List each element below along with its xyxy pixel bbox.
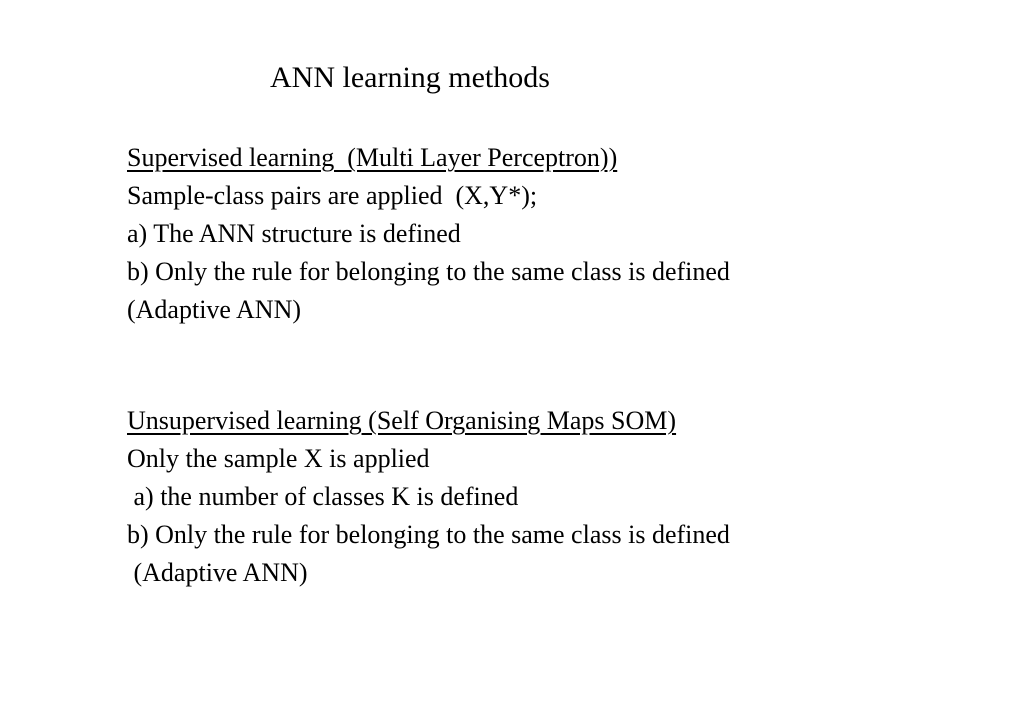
supervised-learning-section	[127, 139, 730, 329]
supervised-learning-heading: Supervised learning (Multi Layer Perceptron))	[127, 143, 618, 172]
unsupervised-line-1: Only the sample X is applied	[127, 444, 430, 473]
supervised-line-2: a) The ANN structure is defined	[127, 219, 461, 248]
unsupervised-line-3: b) Only the rule for belonging to the same class is defined	[127, 520, 730, 549]
supervised-line-3: b) Only the rule for belonging to the same class is defined	[127, 257, 730, 286]
unsupervised-learning-section	[127, 402, 730, 592]
unsupervised-line-2: a) the number of classes K is defined	[127, 482, 519, 511]
supervised-line-4: (Adaptive ANN)	[127, 295, 302, 324]
unsupervised-line-4: (Adaptive ANN)	[127, 558, 308, 587]
slide-title: ANN learning methods	[270, 61, 550, 94]
supervised-line-1: Sample-class pairs are applied (X,Y*);	[127, 181, 538, 210]
unsupervised-learning-heading: Unsupervised learning (Self Organising Maps SOM)	[127, 406, 677, 435]
